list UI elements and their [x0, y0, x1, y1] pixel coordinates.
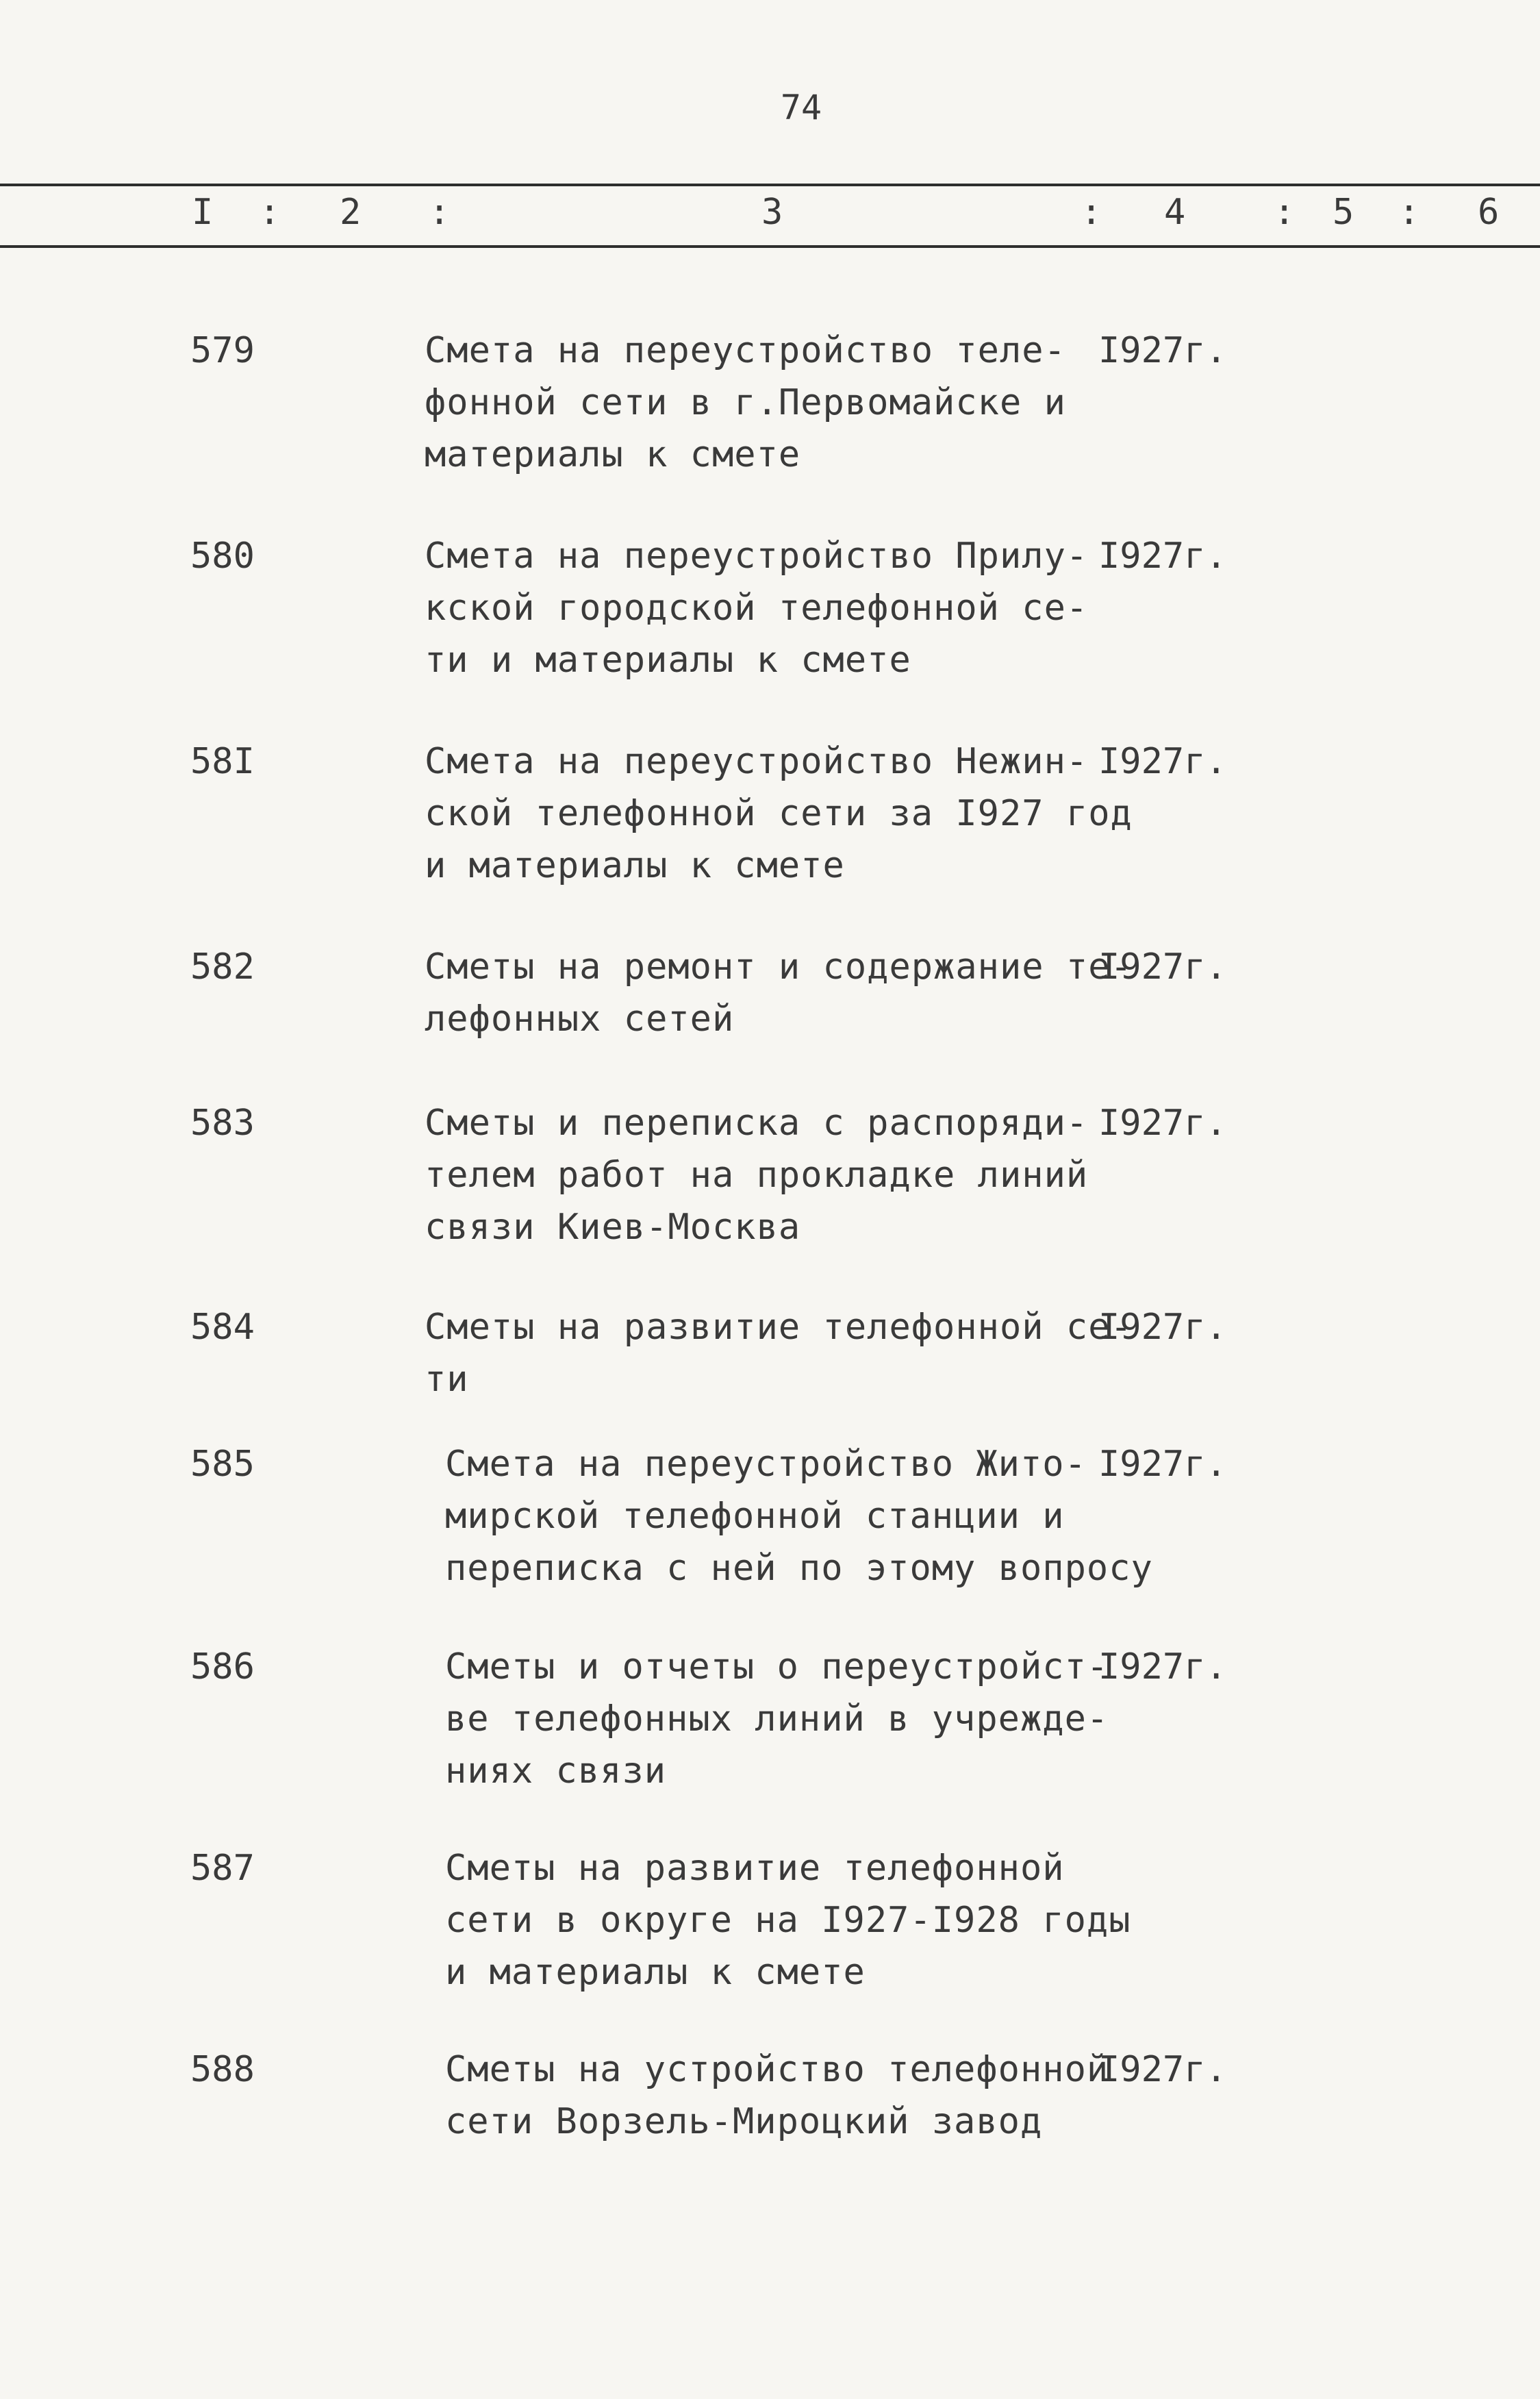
entry-number: 580	[190, 536, 255, 577]
description-line: ниях связи	[445, 1750, 667, 1792]
description-line: Смета на переустройство Жито-	[445, 1444, 1087, 1485]
description-line: переписка с ней по этому вопросу	[445, 1548, 1153, 1589]
description-line: Смета на переустройство теле-	[425, 330, 1066, 371]
description-line: мирской телефонной станции и	[445, 1496, 1065, 1537]
column-separator: :	[1274, 192, 1296, 233]
entry-date: I927г.	[1098, 330, 1227, 371]
column-header-6: 6	[1478, 192, 1500, 233]
description-line: Сметы на устройство телефонной	[445, 2049, 1109, 2090]
description-line: связи Киев-Москва	[425, 1207, 801, 1248]
description-line: материалы к смете	[425, 434, 801, 475]
description-line: и материалы к смете	[445, 1952, 866, 1993]
description-line: Смета на переустройство Нежин-	[425, 741, 1089, 782]
column-header-1: I	[192, 192, 214, 233]
page-number: 74	[780, 88, 822, 127]
entry-description	[425, 530, 1088, 686]
column-header-3: 3	[761, 192, 783, 233]
description-line: Сметы на ремонт и содержание те-	[425, 946, 1133, 988]
entry-date: I927г.	[1098, 1444, 1227, 1485]
entry-number: 587	[190, 1848, 255, 1889]
description-line: фонной сети в г.Первомайске и	[425, 382, 1066, 423]
entry-number: 583	[190, 1103, 255, 1144]
description-line: телем работ на прокладке линий	[425, 1155, 1089, 1196]
entry-number: 579	[190, 330, 255, 371]
column-separator: :	[1398, 192, 1420, 233]
description-line: ти и материалы к смете	[425, 640, 911, 681]
entry-number: 588	[190, 2049, 255, 2090]
entry-description	[425, 941, 1133, 1045]
description-line: ской телефонной сети за I927 год	[425, 793, 1133, 834]
entry-number: 584	[190, 1307, 255, 1348]
description-line: сети в округе на I927-I928 годы	[445, 1900, 1131, 1941]
entry-number: 586	[190, 1646, 255, 1687]
description-line: Сметы и переписка с распоряди-	[425, 1103, 1089, 1144]
column-separator: :	[259, 192, 281, 233]
description-line: кской городской телефонной се-	[425, 588, 1089, 629]
description-line: лефонных сетей	[425, 998, 735, 1040]
entry-date: I927г.	[1098, 1103, 1227, 1144]
entry-date: I927г.	[1098, 536, 1227, 577]
column-header-5: 5	[1333, 192, 1354, 233]
entry-description	[425, 736, 1133, 892]
entry-description	[425, 1301, 1133, 1405]
entry-number: 58I	[190, 741, 255, 782]
entry-date: I927г.	[1098, 946, 1227, 988]
entry-date: I927г.	[1098, 1646, 1227, 1687]
header-bottom-rule	[0, 245, 1540, 248]
description-line: Сметы на развитие телефонной се-	[425, 1307, 1133, 1348]
description-line: Смета на переустройство Прилу-	[425, 536, 1089, 577]
description-line: ти	[425, 1359, 469, 1400]
entry-date: I927г.	[1098, 741, 1227, 782]
column-header-4: 4	[1164, 192, 1186, 233]
column-separator: :	[1081, 192, 1102, 233]
entry-description	[445, 1641, 1109, 1797]
entry-description	[425, 325, 1066, 481]
description-line: и материалы к смете	[425, 845, 845, 886]
column-header-2: 2	[340, 192, 362, 233]
entry-date: I927г.	[1098, 1307, 1227, 1348]
description-line: Сметы на развитие телефонной	[445, 1848, 1065, 1889]
entry-description	[445, 1438, 1153, 1594]
description-line: сети Ворзель-Мироцкий завод	[445, 2101, 1043, 2142]
entry-description	[445, 2044, 1109, 2148]
description-line: ве телефонных линий в учрежде-	[445, 1698, 1109, 1739]
entry-number: 582	[190, 946, 255, 988]
entry-description	[425, 1097, 1088, 1253]
entry-number: 585	[190, 1444, 255, 1485]
entry-date: I927г.	[1098, 2049, 1227, 2090]
entry-description	[445, 1842, 1131, 1998]
description-line: Сметы и отчеты о переустройст-	[445, 1646, 1109, 1687]
header-top-rule	[0, 184, 1540, 186]
column-separator: :	[429, 192, 451, 233]
